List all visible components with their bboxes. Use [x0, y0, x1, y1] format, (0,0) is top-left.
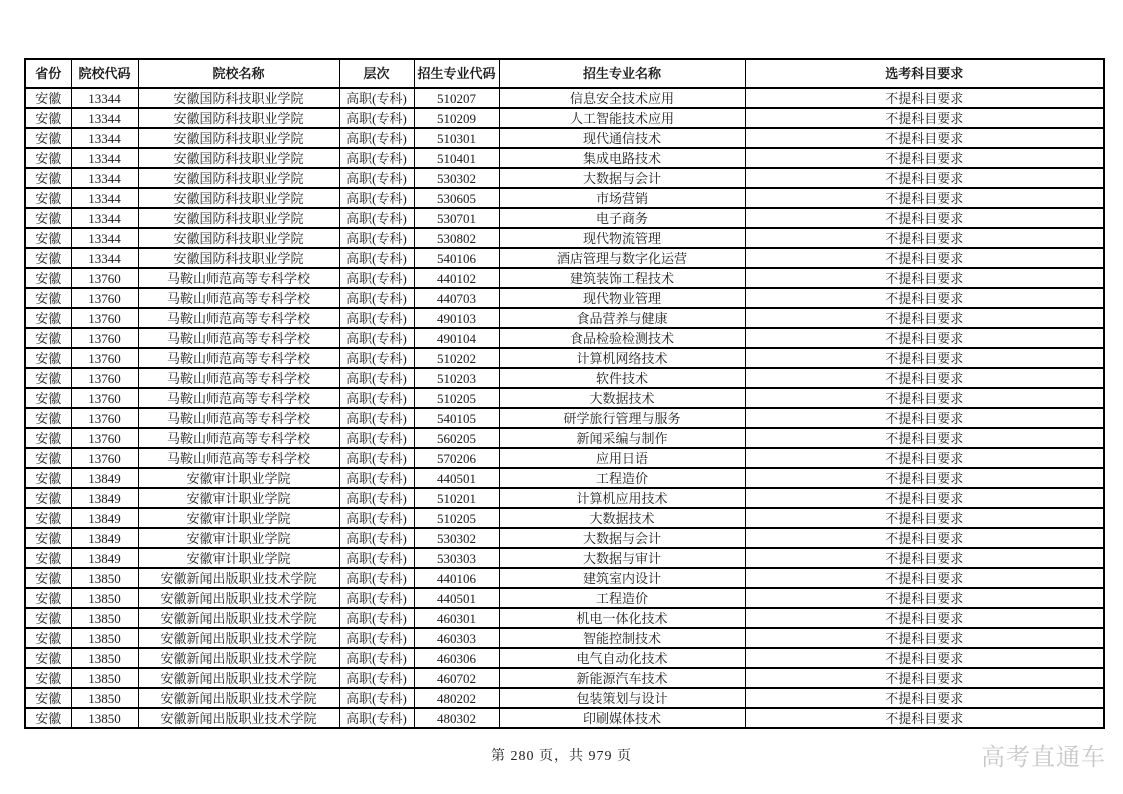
table-cell: 高职(专科) — [339, 268, 414, 288]
table-cell: 安徽新闻出版职业技术学院 — [138, 608, 339, 628]
table-cell: 电气自动化技术 — [499, 648, 745, 668]
table-cell: 13850 — [71, 628, 138, 648]
table-row — [25, 448, 1104, 468]
table-cell: 13760 — [71, 328, 138, 348]
table-row — [25, 248, 1104, 268]
table-row — [25, 288, 1104, 308]
table-cell: 510207 — [414, 88, 499, 108]
table-cell: 安徽 — [25, 108, 71, 128]
table-row — [25, 708, 1104, 728]
table-cell: 不提科目要求 — [745, 488, 1104, 508]
table-cell: 不提科目要求 — [745, 688, 1104, 708]
table-cell: 13850 — [71, 588, 138, 608]
table-cell: 510203 — [414, 368, 499, 388]
table-cell: 460702 — [414, 668, 499, 688]
table-cell: 安徽 — [25, 268, 71, 288]
table-cell: 高职(专科) — [339, 208, 414, 228]
table-cell: 大数据与会计 — [499, 528, 745, 548]
table-row — [25, 408, 1104, 428]
table-cell: 安徽 — [25, 668, 71, 688]
table-cell: 马鞍山师范高等专科学校 — [138, 328, 339, 348]
page-footer — [0, 745, 1123, 765]
table-cell: 13760 — [71, 388, 138, 408]
table-cell: 高职(专科) — [339, 508, 414, 528]
table-cell: 高职(专科) — [339, 528, 414, 548]
table-row — [25, 468, 1104, 488]
table-cell: 安徽审计职业学院 — [138, 548, 339, 568]
table-cell: 软件技术 — [499, 368, 745, 388]
table-cell: 安徽 — [25, 248, 71, 268]
table-cell: 安徽审计职业学院 — [138, 508, 339, 528]
table-cell: 现代物业管理 — [499, 288, 745, 308]
table-cell: 440501 — [414, 588, 499, 608]
table-cell: 440106 — [414, 568, 499, 588]
table-cell: 13849 — [71, 488, 138, 508]
table-cell: 食品检验检测技术 — [499, 328, 745, 348]
table-cell: 13344 — [71, 88, 138, 108]
table-cell: 510202 — [414, 348, 499, 368]
table-cell: 530302 — [414, 168, 499, 188]
table-cell: 安徽 — [25, 228, 71, 248]
table-cell: 安徽国防科技职业学院 — [138, 188, 339, 208]
watermark-text: 高考直通车 — [981, 745, 1106, 771]
table-cell: 高职(专科) — [339, 468, 414, 488]
table-cell: 高职(专科) — [339, 408, 414, 428]
table-cell: 包装策划与设计 — [499, 688, 745, 708]
table-cell: 不提科目要求 — [745, 508, 1104, 528]
table-cell: 安徽 — [25, 88, 71, 108]
header-cell-province: 省份 — [25, 59, 71, 88]
table-cell: 不提科目要求 — [745, 228, 1104, 248]
table-row — [25, 528, 1104, 548]
table-cell: 酒店管理与数字化运营 — [499, 248, 745, 268]
table-cell: 高职(专科) — [339, 688, 414, 708]
table-cell: 530605 — [414, 188, 499, 208]
table-cell: 高职(专科) — [339, 248, 414, 268]
document-page-body — [24, 58, 1105, 729]
table-cell: 高职(专科) — [339, 168, 414, 188]
table-cell: 高职(专科) — [339, 548, 414, 568]
table-cell: 13849 — [71, 528, 138, 548]
table-row — [25, 208, 1104, 228]
table-row — [25, 268, 1104, 288]
table-cell: 不提科目要求 — [745, 208, 1104, 228]
table-row — [25, 648, 1104, 668]
table-cell: 电子商务 — [499, 208, 745, 228]
table-cell: 13344 — [71, 128, 138, 148]
table-cell: 安徽 — [25, 708, 71, 728]
table-cell: 现代通信技术 — [499, 128, 745, 148]
table-cell: 安徽 — [25, 128, 71, 148]
table-row — [25, 608, 1104, 628]
table-cell: 530802 — [414, 228, 499, 248]
table-cell: 570206 — [414, 448, 499, 468]
table-cell: 高职(专科) — [339, 568, 414, 588]
table-cell: 440501 — [414, 468, 499, 488]
table-cell: 不提科目要求 — [745, 168, 1104, 188]
table-cell: 安徽 — [25, 348, 71, 368]
table-cell: 高职(专科) — [339, 488, 414, 508]
table-cell: 安徽 — [25, 688, 71, 708]
table-cell: 安徽新闻出版职业技术学院 — [138, 568, 339, 588]
table-cell: 安徽新闻出版职业技术学院 — [138, 708, 339, 728]
table-cell: 安徽审计职业学院 — [138, 468, 339, 488]
table-row — [25, 388, 1104, 408]
table-row — [25, 628, 1104, 648]
table-cell: 高职(专科) — [339, 608, 414, 628]
table-row — [25, 548, 1104, 568]
table-cell: 不提科目要求 — [745, 628, 1104, 648]
table-cell: 安徽 — [25, 308, 71, 328]
table-cell: 人工智能技术应用 — [499, 108, 745, 128]
table-row — [25, 188, 1104, 208]
table-cell: 安徽 — [25, 588, 71, 608]
table-cell: 安徽 — [25, 548, 71, 568]
table-cell: 食品营养与健康 — [499, 308, 745, 328]
table-body — [25, 88, 1104, 728]
table-cell: 安徽 — [25, 408, 71, 428]
table-row — [25, 128, 1104, 148]
table-cell: 安徽 — [25, 428, 71, 448]
table-cell: 高职(专科) — [339, 228, 414, 248]
table-cell: 安徽 — [25, 168, 71, 188]
table-cell: 不提科目要求 — [745, 448, 1104, 468]
table-cell: 480302 — [414, 708, 499, 728]
table-cell: 不提科目要求 — [745, 468, 1104, 488]
table-cell: 13344 — [71, 188, 138, 208]
table-cell: 安徽 — [25, 628, 71, 648]
table-cell: 13850 — [71, 568, 138, 588]
table-row — [25, 508, 1104, 528]
table-cell: 13849 — [71, 468, 138, 488]
table-cell: 13850 — [71, 668, 138, 688]
table-cell: 高职(专科) — [339, 448, 414, 468]
table-cell: 不提科目要求 — [745, 88, 1104, 108]
table-cell: 安徽 — [25, 328, 71, 348]
table-cell: 不提科目要求 — [745, 648, 1104, 668]
table-cell: 530302 — [414, 528, 499, 548]
table-cell: 不提科目要求 — [745, 368, 1104, 388]
table-cell: 540105 — [414, 408, 499, 428]
table-cell: 安徽 — [25, 508, 71, 528]
table-cell: 13344 — [71, 208, 138, 228]
table-cell: 440703 — [414, 288, 499, 308]
table-cell: 马鞍山师范高等专科学校 — [138, 308, 339, 328]
table-cell: 480202 — [414, 688, 499, 708]
table-cell: 机电一体化技术 — [499, 608, 745, 628]
table-cell: 智能控制技术 — [499, 628, 745, 648]
table-cell: 不提科目要求 — [745, 308, 1104, 328]
table-cell: 建筑装饰工程技术 — [499, 268, 745, 288]
table-cell: 13850 — [71, 648, 138, 668]
table-cell: 不提科目要求 — [745, 528, 1104, 548]
table-row — [25, 308, 1104, 328]
table-cell: 13760 — [71, 448, 138, 468]
table-cell: 不提科目要求 — [745, 588, 1104, 608]
table-cell: 不提科目要求 — [745, 668, 1104, 688]
table-cell: 研学旅行管理与服务 — [499, 408, 745, 428]
table-row — [25, 588, 1104, 608]
table-cell: 490104 — [414, 328, 499, 348]
table-cell: 马鞍山师范高等专科学校 — [138, 368, 339, 388]
table-cell: 集成电路技术 — [499, 148, 745, 168]
table-cell: 460301 — [414, 608, 499, 628]
table-cell: 510205 — [414, 508, 499, 528]
table-cell: 530701 — [414, 208, 499, 228]
table-cell: 高职(专科) — [339, 388, 414, 408]
table-cell: 490103 — [414, 308, 499, 328]
header-cell-subject-requirement: 选考科目要求 — [745, 59, 1104, 88]
table-cell: 540106 — [414, 248, 499, 268]
table-cell: 安徽国防科技职业学院 — [138, 208, 339, 228]
table-cell: 高职(专科) — [339, 588, 414, 608]
table-cell: 不提科目要求 — [745, 568, 1104, 588]
table-cell: 计算机网络技术 — [499, 348, 745, 368]
table-cell: 高职(专科) — [339, 148, 414, 168]
table-cell: 大数据技术 — [499, 388, 745, 408]
table-row — [25, 688, 1104, 708]
table-cell: 应用日语 — [499, 448, 745, 468]
table-cell: 13760 — [71, 348, 138, 368]
table-cell: 安徽国防科技职业学院 — [138, 108, 339, 128]
table-cell: 大数据技术 — [499, 508, 745, 528]
table-cell: 安徽国防科技职业学院 — [138, 248, 339, 268]
table-cell: 安徽国防科技职业学院 — [138, 88, 339, 108]
table-cell: 安徽新闻出版职业技术学院 — [138, 688, 339, 708]
table-cell: 安徽 — [25, 568, 71, 588]
table-cell: 510301 — [414, 128, 499, 148]
table-cell: 13344 — [71, 108, 138, 128]
table-cell: 不提科目要求 — [745, 248, 1104, 268]
table-row — [25, 668, 1104, 688]
table-cell: 460303 — [414, 628, 499, 648]
header-cell-college-name: 院校名称 — [138, 59, 339, 88]
table-cell: 安徽 — [25, 528, 71, 548]
table-cell: 安徽国防科技职业学院 — [138, 148, 339, 168]
table-row — [25, 428, 1104, 448]
table-cell: 信息安全技术应用 — [499, 88, 745, 108]
header-cell-level: 层次 — [339, 59, 414, 88]
table-cell: 安徽 — [25, 448, 71, 468]
table-cell: 高职(专科) — [339, 88, 414, 108]
table-cell: 马鞍山师范高等专科学校 — [138, 288, 339, 308]
table-cell: 不提科目要求 — [745, 428, 1104, 448]
table-header-row — [25, 59, 1104, 88]
table-cell: 不提科目要求 — [745, 108, 1104, 128]
table-cell: 510205 — [414, 388, 499, 408]
table-cell: 高职(专科) — [339, 648, 414, 668]
table-cell: 马鞍山师范高等专科学校 — [138, 348, 339, 368]
table-cell: 440102 — [414, 268, 499, 288]
table-cell: 13344 — [71, 168, 138, 188]
table-cell: 不提科目要求 — [745, 188, 1104, 208]
table-cell: 不提科目要求 — [745, 388, 1104, 408]
table-cell: 13344 — [71, 148, 138, 168]
table-cell: 安徽 — [25, 208, 71, 228]
table-cell: 安徽新闻出版职业技术学院 — [138, 588, 339, 608]
table-cell: 安徽新闻出版职业技术学院 — [138, 628, 339, 648]
table-cell: 高职(专科) — [339, 308, 414, 328]
table-cell: 不提科目要求 — [745, 328, 1104, 348]
table-cell: 安徽 — [25, 188, 71, 208]
table-cell: 印刷媒体技术 — [499, 708, 745, 728]
table-cell: 13760 — [71, 408, 138, 428]
table-row — [25, 328, 1104, 348]
header-cell-college-code: 院校代码 — [71, 59, 138, 88]
table-cell: 马鞍山师范高等专科学校 — [138, 428, 339, 448]
table-cell: 13344 — [71, 248, 138, 268]
table-cell: 不提科目要求 — [745, 268, 1104, 288]
table-cell: 安徽 — [25, 468, 71, 488]
table-cell: 马鞍山师范高等专科学校 — [138, 388, 339, 408]
header-cell-major-code: 招生专业代码 — [414, 59, 499, 88]
table-cell: 不提科目要求 — [745, 128, 1104, 148]
table-cell: 不提科目要求 — [745, 288, 1104, 308]
table-row — [25, 108, 1104, 128]
table-cell: 工程造价 — [499, 468, 745, 488]
table-cell: 530303 — [414, 548, 499, 568]
table-cell: 大数据与审计 — [499, 548, 745, 568]
table-row — [25, 368, 1104, 388]
table-cell: 不提科目要求 — [745, 348, 1104, 368]
page-number-text: 第 280 页，共 979 页 — [491, 749, 632, 764]
table-row — [25, 348, 1104, 368]
table-cell: 市场营销 — [499, 188, 745, 208]
table-cell: 现代物流管理 — [499, 228, 745, 248]
table-cell: 安徽新闻出版职业技术学院 — [138, 648, 339, 668]
table-cell: 不提科目要求 — [745, 548, 1104, 568]
table-cell: 13849 — [71, 508, 138, 528]
table-cell: 安徽审计职业学院 — [138, 528, 339, 548]
table-cell: 高职(专科) — [339, 368, 414, 388]
table-cell: 510401 — [414, 148, 499, 168]
table-cell: 安徽审计职业学院 — [138, 488, 339, 508]
table-row — [25, 168, 1104, 188]
table-cell: 安徽国防科技职业学院 — [138, 128, 339, 148]
table-cell: 工程造价 — [499, 588, 745, 608]
table-cell: 新能源汽车技术 — [499, 668, 745, 688]
table-cell: 高职(专科) — [339, 348, 414, 368]
header-cell-major-name: 招生专业名称 — [499, 59, 745, 88]
table-cell: 460306 — [414, 648, 499, 668]
table-cell: 安徽 — [25, 648, 71, 668]
table-cell: 13760 — [71, 308, 138, 328]
table-row — [25, 148, 1104, 168]
table-cell: 510201 — [414, 488, 499, 508]
table-cell: 560205 — [414, 428, 499, 448]
table-cell: 13760 — [71, 268, 138, 288]
table-cell: 不提科目要求 — [745, 148, 1104, 168]
table-cell: 13850 — [71, 688, 138, 708]
table-row — [25, 88, 1104, 108]
table-cell: 13850 — [71, 708, 138, 728]
table-row — [25, 568, 1104, 588]
table-cell: 不提科目要求 — [745, 608, 1104, 628]
table-cell: 安徽 — [25, 368, 71, 388]
table-cell: 高职(专科) — [339, 328, 414, 348]
table-cell: 马鞍山师范高等专科学校 — [138, 268, 339, 288]
table-cell: 高职(专科) — [339, 428, 414, 448]
table-cell: 马鞍山师范高等专科学校 — [138, 408, 339, 428]
table-cell: 510209 — [414, 108, 499, 128]
table-cell: 大数据与会计 — [499, 168, 745, 188]
table-cell: 13849 — [71, 548, 138, 568]
table-cell: 安徽国防科技职业学院 — [138, 168, 339, 188]
table-cell: 安徽新闻出版职业技术学院 — [138, 668, 339, 688]
table-cell: 不提科目要求 — [745, 708, 1104, 728]
table-cell: 高职(专科) — [339, 128, 414, 148]
table-cell: 不提科目要求 — [745, 408, 1104, 428]
table-cell: 安徽 — [25, 488, 71, 508]
table-cell: 高职(专科) — [339, 668, 414, 688]
table-cell: 13760 — [71, 368, 138, 388]
table-cell: 高职(专科) — [339, 288, 414, 308]
table-row — [25, 488, 1104, 508]
table-cell: 13760 — [71, 428, 138, 448]
table-cell: 计算机应用技术 — [499, 488, 745, 508]
table-cell: 安徽国防科技职业学院 — [138, 228, 339, 248]
table-cell: 安徽 — [25, 148, 71, 168]
table-cell: 高职(专科) — [339, 628, 414, 648]
table-cell: 马鞍山师范高等专科学校 — [138, 448, 339, 468]
table-cell: 安徽 — [25, 388, 71, 408]
table-cell: 13760 — [71, 288, 138, 308]
table-cell: 高职(专科) — [339, 188, 414, 208]
table-cell: 安徽 — [25, 288, 71, 308]
table-cell: 13850 — [71, 608, 138, 628]
table-cell: 新闻采编与制作 — [499, 428, 745, 448]
table-cell: 高职(专科) — [339, 108, 414, 128]
table-cell: 高职(专科) — [339, 708, 414, 728]
admissions-table — [24, 58, 1105, 729]
table-cell: 安徽 — [25, 608, 71, 628]
table-cell: 13344 — [71, 228, 138, 248]
table-row — [25, 228, 1104, 248]
table-cell: 建筑室内设计 — [499, 568, 745, 588]
